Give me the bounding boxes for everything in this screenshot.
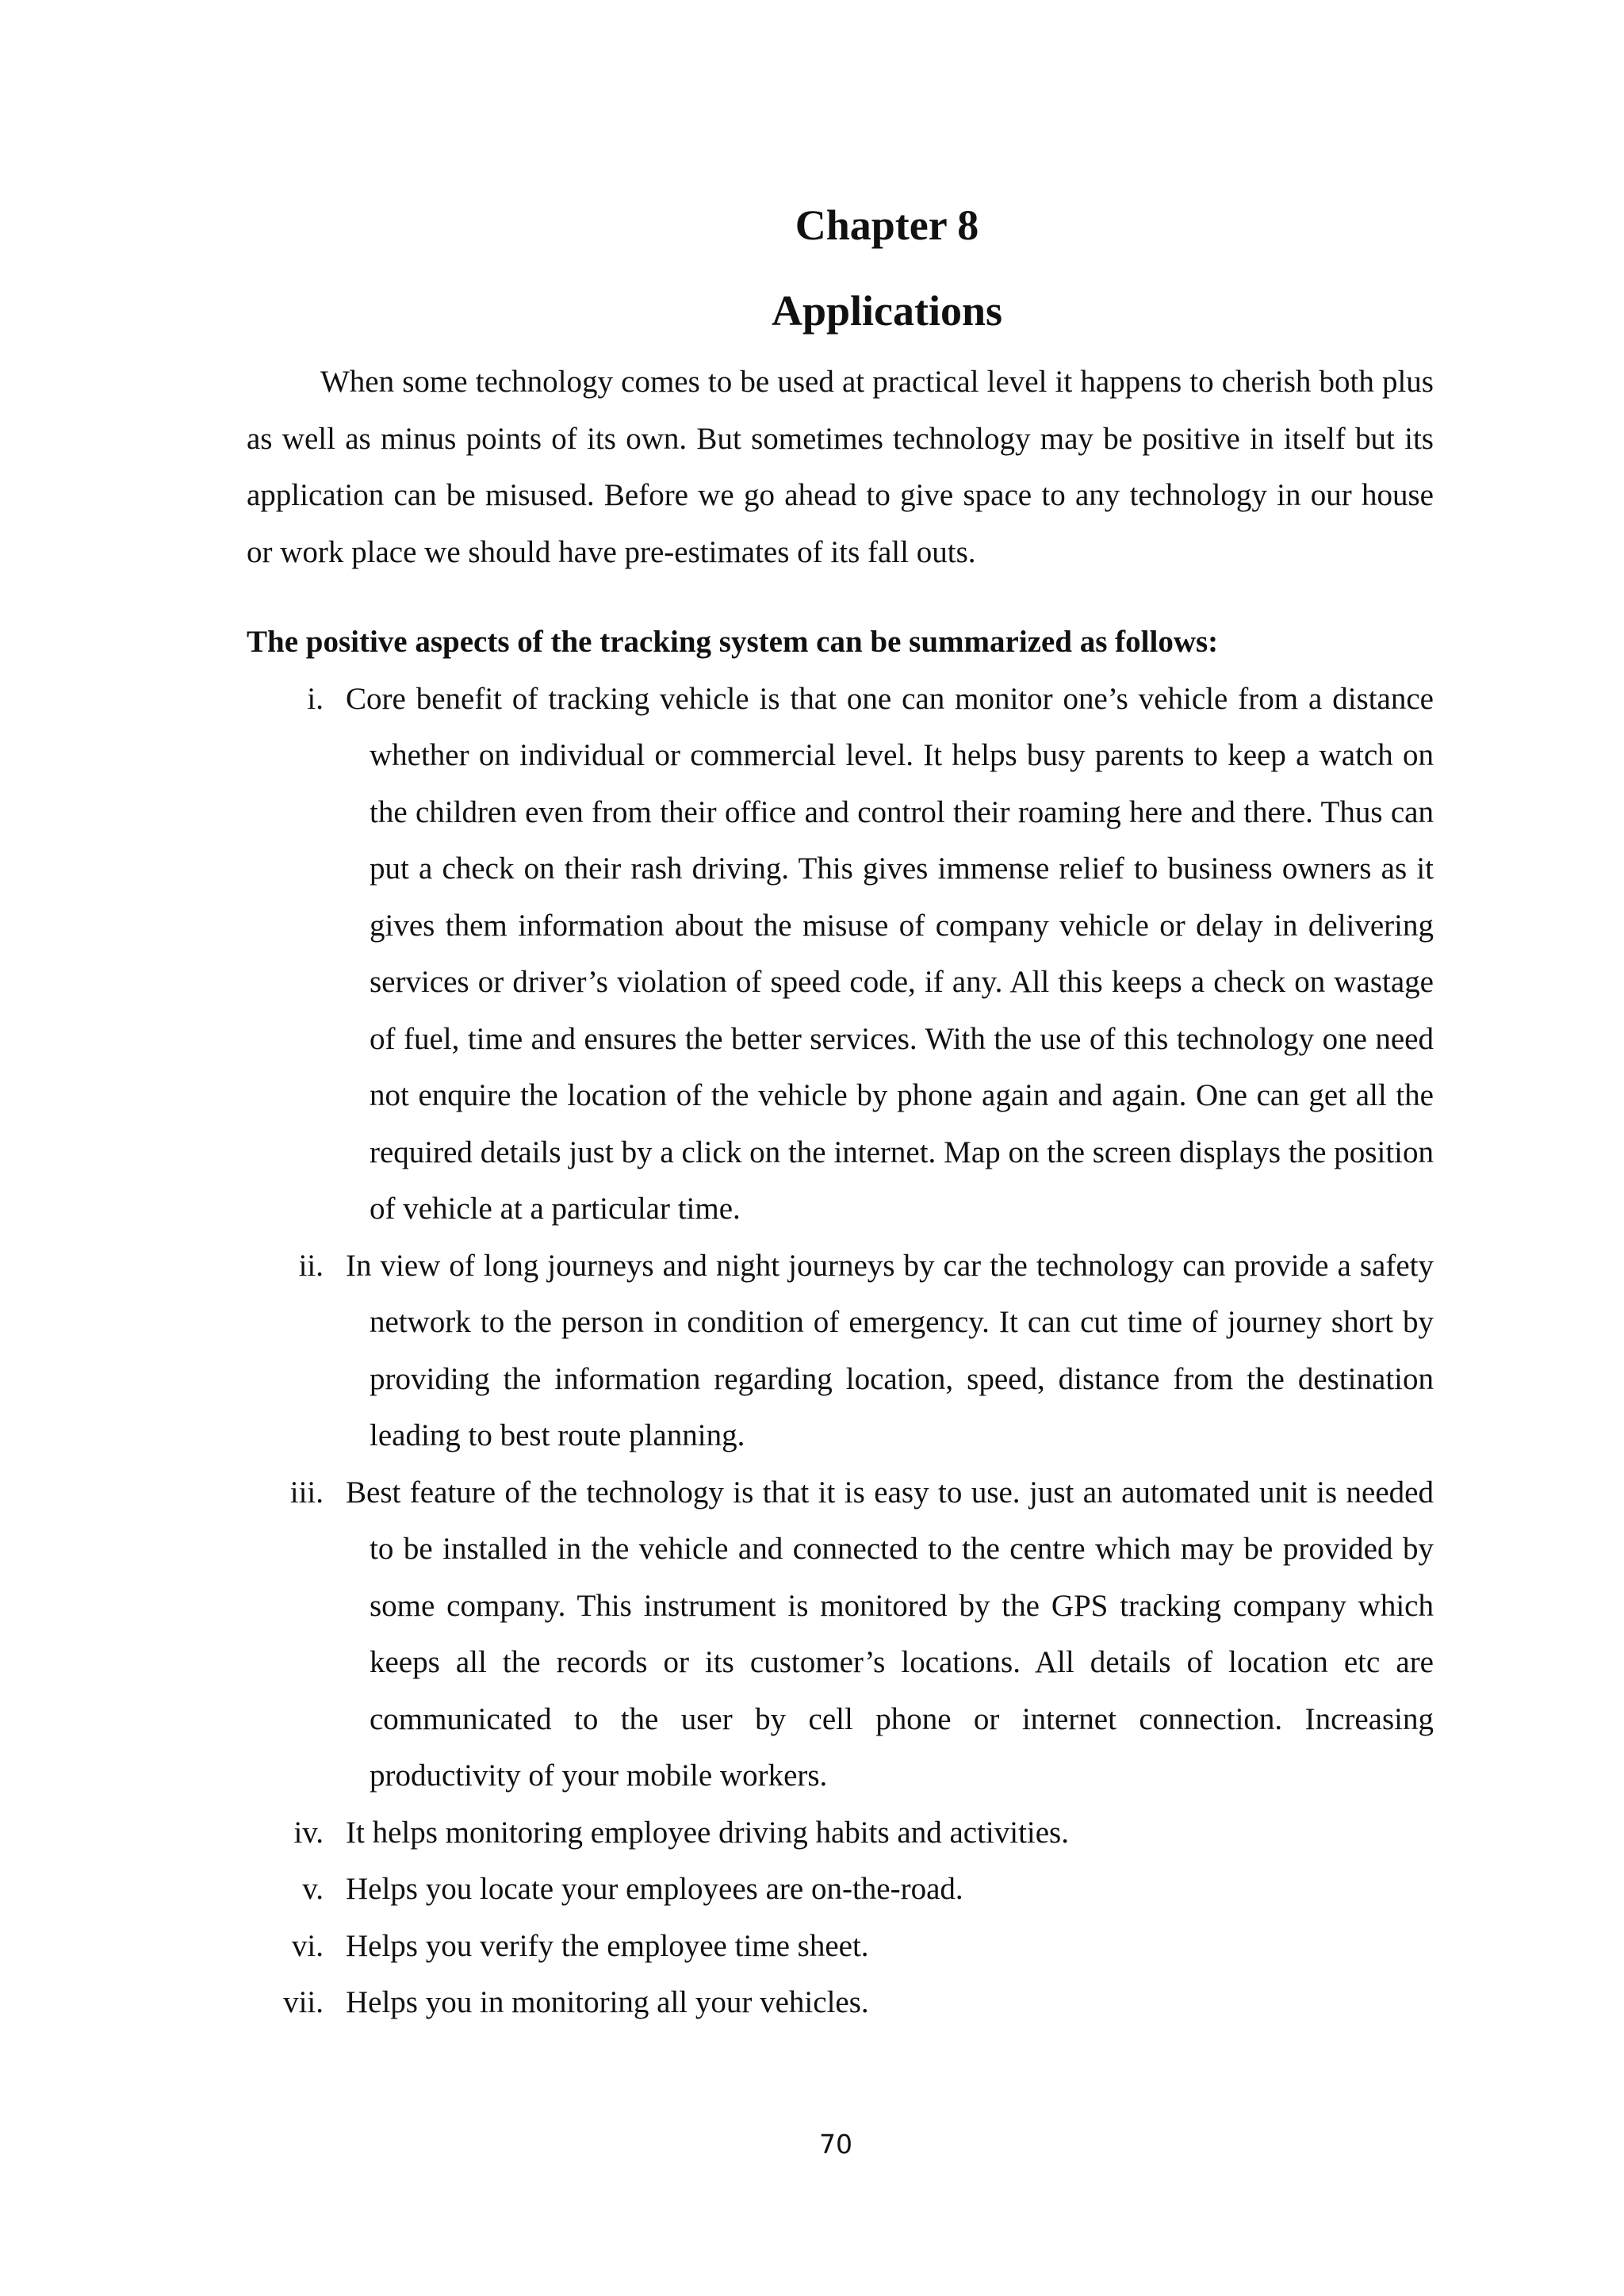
chapter-title: Applications	[771, 287, 1003, 335]
list-marker: vi.	[291, 1928, 324, 1963]
positive-aspects-list	[247, 671, 1434, 2031]
list-item-text: Core benefit of tracking vehicle is that one can monitor one’s vehicle from a distance whether on individual or commercial level. It helps busy parents to keep a watch on the children even from their office and control their roaming here and there. Thus can put a check on their rash driving. This gives immense relief to business owners as it gives them information about the misuse of company vehicle or delay in delivering services or driver’s violation of speed code, if any. All this keeps a check on wastage of fuel, time and ensures the better services. With the use of this technology one need not enquire the location of the vehicle by phone again and again. One can get all the required details just by a click on the internet. Map on the screen displays the position of vehicle at a particular time.	[346, 681, 1434, 1226]
list-item	[247, 1861, 1434, 1918]
list-item-text: Helps you verify the employee time sheet.	[346, 1928, 869, 1963]
list-item-text: Helps you in monitoring all your vehicles.	[346, 1985, 869, 2019]
list-item-text: It helps monitoring employee driving habits and activities.	[346, 1815, 1069, 1850]
list-item	[247, 1804, 1434, 1862]
chapter-number: Chapter 8	[795, 201, 979, 249]
list-marker: v.	[302, 1872, 324, 1906]
page-content	[247, 182, 1434, 2031]
section-heading: The positive aspects of the tracking system can be summarized as follows:	[247, 625, 1219, 659]
list-item-text: Best feature of the technology is that it is easy to use. just an automated unit is needed to be installed in the vehicle and connected to the centre which may be provided by some company. This instrument is monitored by the GPS tracking company which keeps all the records or its customer’s locations. All details of location etc are communicated to the user by cell phone or internet connection. Increasing productivity of your mobile workers.	[346, 1475, 1434, 1793]
list-item-text: In view of long journeys and night journeys by car the technology can provide a safety network to the person in condition of emergency. It can cut time of journey short by providing the information regarding location, speed, distance from the destination leading to best route planning.	[346, 1248, 1434, 1452]
list-item-text: Helps you locate your employees are on-the-road.	[346, 1872, 963, 1906]
list-item	[247, 1238, 1434, 1464]
list-marker: vii.	[283, 1985, 324, 2019]
list-marker: iii.	[289, 1475, 324, 1510]
intro-paragraph: When some technology comes to be used at practical level it happens to cherish both plus as well as minus points of its own. But sometimes technology may be positive in itself but its application can be misused. Before we go ahead to give space to any technology in our house or work place we should have pre-estimates of its fall outs.	[247, 365, 1434, 569]
page-number: 70	[819, 2129, 852, 2160]
list-item	[247, 1918, 1434, 1975]
list-item	[247, 671, 1434, 1238]
list-marker: ii.	[298, 1248, 324, 1283]
list-item	[247, 1974, 1434, 2031]
list-marker: iv.	[293, 1815, 324, 1850]
list-item	[247, 1464, 1434, 1804]
list-marker: i.	[307, 681, 324, 716]
